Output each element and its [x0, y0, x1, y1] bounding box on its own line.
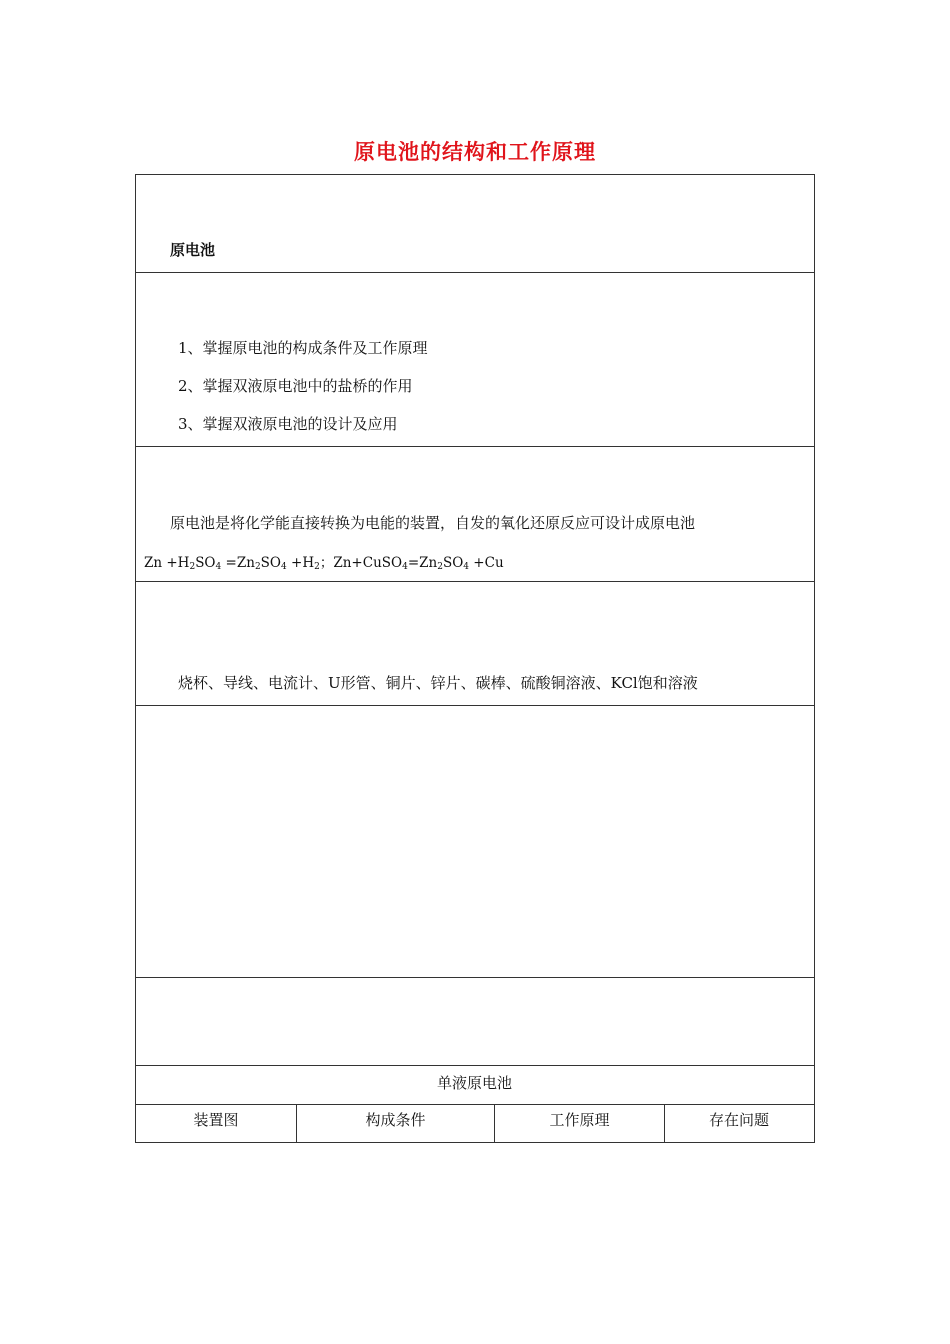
objectives-section	[135, 272, 815, 447]
equation-line: $Zn +H_2SO_4 =Zn_2SO_4 +H_2$；$Zn+CuSO_4=Zn_2SO_4 +Cu$	[144, 555, 504, 572]
materials-text: 烧杯、导线、电流计、U形管、铜片、锌片、碳棒、硫酸铜溶液、KCl饱和溶液	[178, 674, 698, 692]
table-columns-row	[135, 1104, 815, 1143]
column-header-conditions: 构成条件	[297, 1105, 495, 1142]
topic-section	[135, 174, 815, 273]
page-title: 原电池的结构和工作原理	[354, 140, 596, 164]
empty-section-1	[135, 705, 815, 978]
table-header-row	[135, 1065, 815, 1105]
principle-text: 原电池是将化学能直接转换为电能的装置，自发的氧化还原反应可设计成原电池	[170, 514, 696, 532]
objective-2: 2、掌握双液原电池中的盐桥的作用	[178, 377, 413, 395]
objective-1: 1、掌握原电池的构成条件及工作原理	[178, 339, 428, 357]
column-header-problems: 存在问题	[708, 1111, 769, 1129]
principle-section	[135, 446, 815, 582]
topic-label: 原电池	[170, 241, 216, 259]
empty-section-2	[135, 977, 815, 1066]
materials-section	[135, 581, 815, 706]
objective-3: 3、掌握双液原电池的设计及应用	[178, 415, 398, 433]
column-header-principle: 工作原理	[495, 1105, 665, 1142]
table-header: 单液原电池	[436, 1074, 512, 1092]
column-header-device: 装置图	[136, 1105, 297, 1142]
